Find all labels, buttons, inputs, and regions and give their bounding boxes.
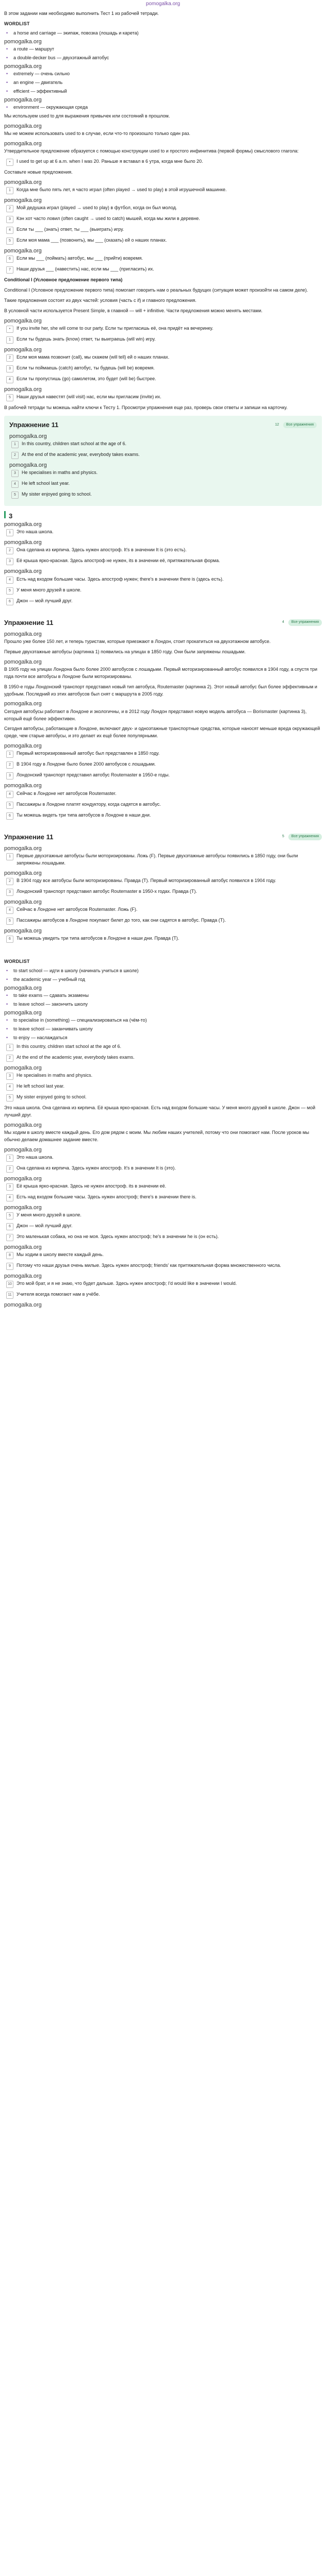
watermark: pomogalka.org xyxy=(4,179,42,185)
exercise-item: 3 Её крыша ярко-красная. Здесь апостроф не нужен, its в значении её, притяжательная форма. xyxy=(6,557,322,565)
london-p5: Сегодня автобусы работают в Лондоне и экологичны, и в 2012 году Лондон представил новую модель автобуса — Borismaster (картинка 3), который ещё более эффективен. xyxy=(4,708,307,721)
item-number: 2 xyxy=(6,205,13,212)
sentence-item: 2 At the end of the academic year, everybody takes exams. xyxy=(6,1054,322,1062)
spacer xyxy=(4,608,322,618)
exercise-item: 5 У меня много друзей в школе. xyxy=(6,587,322,595)
word-item: • to enjoy — наслаждаться xyxy=(6,1035,322,1042)
story-item: 8 Мы ходим в школу вместе каждый день. xyxy=(6,1251,322,1259)
exercise-item: 1 Первый моторизированный автобус был представлен в 1850 году. xyxy=(6,750,322,758)
watermark: pomogalka.org xyxy=(4,1175,42,1182)
site-header[interactable]: pomogalka.org xyxy=(145,1,181,7)
conditional-p1: Conditional I (Условное предложение первого типа) помогает говорить нам о реальных будущих (ситуация может произойти на самом деле). xyxy=(4,287,308,293)
watermark: pomogalka.org xyxy=(4,1244,42,1250)
conditional-p3: В условной части используется Present Simple, в главной — will + infinitive. Части предложения можно менять местами. xyxy=(4,308,263,313)
exercise-title: Упражнение 11 xyxy=(4,618,54,626)
exercise-item: 2 В 1904 году в Лондоне было более 2000 автобусов с лошадьми. xyxy=(6,761,322,769)
spacer xyxy=(4,823,322,832)
all-exercises-link[interactable]: Все упражнения xyxy=(288,619,322,626)
exercise-item: 2 At the end of the academic year, everybody takes exams. xyxy=(11,451,317,459)
exercise-meta xyxy=(282,834,322,840)
wordlist-heading: WORDLIST xyxy=(4,21,30,26)
word-item: • a route — маршрут xyxy=(6,46,322,53)
item-number: 5 xyxy=(11,492,19,499)
item-number: • xyxy=(6,159,13,166)
item-number: 2 xyxy=(6,878,13,885)
conditional-title: Conditional I (Условное предложение первого типа) xyxy=(4,277,123,282)
answer-item: 1 Первые двухэтажные автобусы были моторизированы. Ложь (F). Первые двухэтажные автобусы появились в 1850 году, они были запряжены лошадьми. xyxy=(6,853,322,867)
word-item: • a double-decker bus — двухэтажный автобус xyxy=(6,55,322,62)
word-item: • environment — окружающая среда xyxy=(6,104,322,111)
watermark: pomogalka.org xyxy=(4,38,42,45)
exercise-box xyxy=(4,416,322,506)
item-number: 2 xyxy=(11,452,19,459)
bullet-icon: • xyxy=(6,1026,8,1031)
bullet-icon: • xyxy=(6,992,8,998)
item-number: 4 xyxy=(6,1083,13,1091)
watermark: pomogalka.org xyxy=(4,140,42,147)
answer-item: 2 В 1904 году все автобусы были моторизированы. Правда (T). Первый моторизированный автобус появился в 1904 году. xyxy=(6,877,322,885)
item-number: 2 xyxy=(6,1055,13,1062)
item-number: 1 xyxy=(11,441,19,448)
word-item: • a horse and carriage — экипаж, повозка (лошадь и карета) xyxy=(6,30,322,37)
watermark: pomogalka.org xyxy=(4,743,42,750)
london-p3: В 1905 году на улицах Лондона было более 2000 автобусов с лошадьми. Первый моторизированный автобус появился в 1904 году, а спустя три года почти все автобусы в Лондоне были моторизированы. xyxy=(4,666,318,679)
exercise-item: 3 Кэн хот часто ловил (often caught → used to catch) мышей, когда мы жили в деревне. xyxy=(6,215,322,223)
bullet-icon: • xyxy=(6,88,8,94)
word-item: • the academic year — учебный год xyxy=(6,976,322,984)
exercise-header xyxy=(9,420,317,430)
item-number: 2 xyxy=(6,354,13,362)
exercise-count: 4 xyxy=(282,620,284,624)
item-number: 1 xyxy=(6,529,13,536)
watermark: pomogalka.org xyxy=(4,539,42,546)
item-number: 4 xyxy=(11,481,19,488)
watermark: pomogalka.org xyxy=(4,568,42,575)
exercise-item: 4 Сейчас в Лондоне нет автобусов Routemaster. xyxy=(6,790,322,798)
item-number: 6 xyxy=(6,812,13,820)
word-item: • efficient — эффективный xyxy=(6,88,322,95)
bullet-icon: • xyxy=(6,968,8,973)
exercise-item: 1 Когда мне было пять лет, я часто играл (often played → used to play) в этой игрушечной машинке. xyxy=(6,187,322,194)
answer-item: 4 Сейчас в Лондоне нет автобусов Routemaster. Ложь (F). xyxy=(6,906,322,914)
task-text: Составьте новые предложения. xyxy=(4,169,73,175)
watermark: pomogalka.org xyxy=(4,346,42,353)
item-number: 1 xyxy=(6,1044,13,1051)
exercise-item: 2 Она сделана из кирпича. Здесь нужен апостроф. It's в значении It is (это есть). xyxy=(6,547,322,554)
conditional-p2: Такие предложения состоят из двух частей: условия (часть с if) и главного предложения. xyxy=(4,297,197,303)
item-number: 2 xyxy=(6,1165,13,1173)
exercise-count: 5 xyxy=(282,835,284,839)
story-item: 6 Джон — мой лучший друг. xyxy=(6,1223,322,1230)
watermark: pomogalka.org xyxy=(4,927,42,934)
item-number: 6 xyxy=(6,256,13,263)
used-to-p1: Мы используем used to для выражения привычек или состояний в прошлом. xyxy=(4,113,170,118)
exercise-item: 2 Мой дедушка играл (played → used to play) в футбол, когда он был молод. xyxy=(6,205,322,212)
item-number: 6 xyxy=(6,936,13,943)
watermark: pomogalka.org xyxy=(4,1301,42,1308)
item-number: 5 xyxy=(6,802,13,809)
watermark: pomogalka.org xyxy=(4,1009,42,1016)
exercise-header xyxy=(4,832,322,842)
bullet-icon: • xyxy=(6,1001,8,1007)
watermark: pomogalka.org xyxy=(9,433,47,440)
item-number: 7 xyxy=(6,266,13,274)
bullet-icon: • xyxy=(6,46,8,52)
watermark: pomogalka.org xyxy=(4,1064,42,1071)
watermark: pomogalka.org xyxy=(4,783,42,789)
item-number: 4 xyxy=(6,577,13,584)
exercise-item: 1 Это наша школа. xyxy=(6,529,322,536)
item-number: 9 xyxy=(6,1263,13,1270)
exercise-title: Упражнение 11 xyxy=(9,420,59,429)
item-number: 3 xyxy=(6,772,13,779)
answer-item: 3 Лондонский транспорт представил автобус Routemaster в 1950-х годах. Правда (T). xyxy=(6,888,322,896)
story-p1: Это наша школа. Она сделана из кирпича. Её крыша ярко-красная. Есть над входом большие часы. У меня много друзей в школе. Джон — мой лучший друг. xyxy=(4,1105,316,1117)
exercise-item: 6 Если мы ___ (поймать) автобус, мы ___ (прийти) вовремя. xyxy=(6,255,322,263)
exercise-title: Упражнение 11 xyxy=(4,833,54,841)
item-number: 5 xyxy=(6,394,13,401)
item-number: 6 xyxy=(6,1223,13,1230)
item-number: 4 xyxy=(6,1194,13,1201)
exercise-item: 5 Если моя мама ___ (позвонить), мы ___ (сказать) ей о наших планах. xyxy=(6,237,322,245)
watermark: pomogalka.org xyxy=(4,985,42,991)
item-number: 5 xyxy=(6,587,13,595)
exercise-item: 3 He specialises in maths and physics. xyxy=(11,469,317,477)
word-item: • extremely — очень сильно xyxy=(6,71,322,78)
london-p2: Первые двухэтажные автобусы (картинка 1) появились на улицах в 1850 году. Они были запряжены лошадьми. xyxy=(4,649,246,654)
exercise-item: 6 Джон — мой лучший друг. xyxy=(6,598,322,605)
london-p6: Сегодня автобусы, работающие в Лондоне, включают двух- и одноэтажные транспортные средства, которые наносят меньше вреда окружающей среде, чем старые автобусы, и это делает их ещё более популярными. xyxy=(4,726,320,739)
exercise-item: 4 He left school last year. xyxy=(11,480,317,488)
exercise-item: 4 Если ты ___ (знать) ответ, ты ___ (выиграть) игру. xyxy=(6,226,322,234)
word-item: • to leave school — закончить школу xyxy=(6,1001,322,1008)
watermark: pomogalka.org xyxy=(4,658,42,665)
story-item: 1 Это наша школа. xyxy=(6,1154,322,1162)
conditional-item: 2 Если моя мама позвонит (call), мы скажем (will tell) ей о наших планах. xyxy=(6,354,322,362)
item-number: 3 xyxy=(6,1073,13,1080)
word-item: • to specialise in (something) — специализироваться на (чём-то) xyxy=(6,1017,322,1024)
item-number: 5 xyxy=(6,918,13,925)
watermark: pomogalka.org xyxy=(4,386,42,393)
answer-item: 5 Пассажиры автобусов в Лондоне покупают билет до того, как они садятся в автобус. Правда (T). xyxy=(6,917,322,925)
item-number: 8 xyxy=(6,1252,13,1259)
exercise-item: 1 In this country, children start school at the age of 6. xyxy=(11,440,317,448)
watermark: pomogalka.org xyxy=(4,701,42,707)
exercise-item: 7 Наши друзья ___ (навестить) нас, если мы ___ (пригласить) их. xyxy=(6,266,322,274)
sentence-item: 1 In this country, children start school at the age of 6. xyxy=(6,1043,322,1051)
conditional-item: 1 Если ты будешь знать (know) ответ, ты выиграешь (will win) игру. xyxy=(6,336,322,344)
watermark: pomogalka.org xyxy=(4,845,42,852)
watermark: pomogalka.org xyxy=(4,1146,42,1153)
item-number: 4 xyxy=(6,227,13,234)
item-number: 3 xyxy=(6,216,13,223)
item-number: 1 xyxy=(6,853,13,860)
watermark: pomogalka.org xyxy=(4,870,42,876)
item-number: 3 xyxy=(6,1183,13,1191)
bullet-icon: • xyxy=(6,55,8,60)
story-item: 2 Она сделана из кирпича. Здесь нужен апостроф. It's в значении It is (это). xyxy=(6,1165,322,1173)
exercise-meta xyxy=(275,422,317,429)
watermark: pomogalka.org xyxy=(4,317,42,324)
watermark: pomogalka.org xyxy=(4,631,42,637)
item-number: 4 xyxy=(6,907,13,914)
item-number: 1 xyxy=(6,751,13,758)
item-number: 1 xyxy=(6,336,13,344)
item-number: 3 xyxy=(6,889,13,896)
exercise-item: 4 Есть над входом большие часы. Здесь апостроф нужен; there's в значении there is (здесь есть). xyxy=(6,576,322,584)
main-content xyxy=(0,8,326,1308)
item-number: 5 xyxy=(6,238,13,245)
bullet-icon: • xyxy=(6,1035,8,1040)
item-number: 3 xyxy=(6,558,13,565)
example-item: • I used to get up at 6 a.m. when I was 20. Раньше я вставал в 6 утра, когда мне было 20. xyxy=(6,158,322,166)
story-item: 11 Учителя всегда помогают нам в учёбе. xyxy=(6,1291,322,1299)
story-item: 3 Её крыша ярко-красная. Здесь не нужен апостроф. its в значении её. xyxy=(6,1183,322,1191)
story-p2: Мы ходим в школу вместе каждый день. Его дом рядом с моим. Мы любим наших учителей, потому что они помогают нам. После уроков мы обычно делаем домашнее задание вместе. xyxy=(4,1129,309,1142)
london-p1: Прошло уже более 150 лет, и теперь туристам, которые приезжают в Лондон, стоит прокатиться на двухэтажном автобусе. xyxy=(4,638,271,644)
watermark: pomogalka.org xyxy=(9,462,47,469)
bullet-icon: • xyxy=(6,79,8,85)
watermark: pomogalka.org xyxy=(4,247,42,254)
exercise-item: 3 Лондонский транспорт представил автобус Routemaster в 1950-е годы. xyxy=(6,772,322,779)
exercise-item: 5 Пассажиры в Лондоне платят кондуктору, когда садятся в автобус. xyxy=(6,801,322,809)
item-number: • xyxy=(6,326,13,333)
conditional-item: • If you invite her, she will come to our party. Если ты пригласишь её, она придёт на вечеринку. xyxy=(6,325,322,333)
spacer xyxy=(4,946,322,955)
watermark: pomogalka.org xyxy=(4,1122,42,1128)
london-p4: В 1950-е годы Лондонский транспорт представил новый тип автобуса, Routemaster (картинка 2). Этот новый автобус был более эффективным и удобным. Последний из этих автобусов был снят с маршрута в 2005 году. xyxy=(4,684,317,697)
exercise-count: 12 xyxy=(275,422,279,427)
word-item: • to start school — идти в школу (начинать учиться в школе) xyxy=(6,968,322,975)
item-number: 3 xyxy=(11,470,19,477)
item-number: 1 xyxy=(6,1155,13,1162)
conditional-item: 3 Если ты поймаешь (catch) автобус, ты будешь (will be) вовремя. xyxy=(6,365,322,372)
bullet-icon: • xyxy=(6,1017,8,1023)
all-exercises-link[interactable]: Все упражнения xyxy=(283,422,317,429)
word-item: • to leave school — заканчивать школу xyxy=(6,1026,322,1033)
workbook-note: В рабочей тетради ты можешь найти ключи к Тесту 1. Просмотри упражнения еще раз, проверь свои ответы и запиши на карточку. xyxy=(4,404,288,410)
watermark: pomogalka.org xyxy=(4,96,42,103)
story-item: 4 Есть над входом большие часы. Здесь нужен апостроф; there's в значении there is. xyxy=(6,1194,322,1201)
word-item: • to take exams — сдавать экзамены xyxy=(6,992,322,999)
watermark: pomogalka.org xyxy=(4,521,42,528)
conditional-item: 5 Наши друзья навестят (will visit) нас, если мы пригласим (invite) их. xyxy=(6,394,322,401)
exercise-item: 5 My sister enjoyed going to school. xyxy=(11,491,317,499)
watermark: pomogalka.org xyxy=(4,899,42,905)
watermark: pomogalka.org xyxy=(4,197,42,204)
item-number: 2 xyxy=(6,761,13,769)
bullet-icon: • xyxy=(6,104,8,110)
exercise-meta xyxy=(282,619,322,626)
answer-item: 6 Ты можешь увидеть три типа автобусов в Лондоне в наши дни. Правда (T). xyxy=(6,935,322,943)
item-number: 3 xyxy=(6,365,13,372)
story-item: 5 У меня много друзей в школе. xyxy=(6,1212,322,1219)
intro-text: В этом задании нам необходимо выполнить Тест 1 из рабочей тетради. xyxy=(4,11,159,16)
item-number: 4 xyxy=(6,376,13,383)
story-item: 7 Это маленькая собака, но она не моя. Здесь нужен апостроф; he's в значении he is (он есть). xyxy=(6,1233,322,1241)
watermark: pomogalka.org xyxy=(4,1204,42,1211)
sentence-item: 4 He left school last year. xyxy=(6,1083,322,1091)
exercise-header xyxy=(4,618,322,628)
item-number: 1 xyxy=(6,187,13,194)
wordlist-heading: WORDLIST xyxy=(4,958,30,964)
item-number: 5 xyxy=(6,1212,13,1219)
exercise-item: 6 Ты можешь видеть три типа автобусов в Лондоне в наши дни. xyxy=(6,812,322,820)
story-item: 9 Потому что наши друзья очень милые. Здесь нужен апостроф; friends' как притяжательная форма множественного числа. xyxy=(6,1262,322,1270)
exercise-marker: 3 xyxy=(4,511,322,518)
item-number: 5 xyxy=(6,1094,13,1101)
used-to-p2: Мы не можем использовать used to в случае, если что-то произошло только один раз. xyxy=(4,130,190,136)
item-number: 4 xyxy=(6,791,13,798)
bullet-icon: • xyxy=(6,976,8,982)
sentence-item: 5 My sister enjoyed going to school. xyxy=(6,1094,322,1101)
story-item: 10 Это мой брат, и я не знаю, что будет дальше. Здесь нужен апостроф; I'd would like в значении I would. xyxy=(6,1280,322,1288)
conditional-item: 4 Если ты пропустишь (go) самолетом, это будет (will be) быстрее. xyxy=(6,376,322,383)
used-to-p3: Утвердительное предложение образуется с помощью конструкции used to и простого инфинитива (первой формы) смыслового глагола: xyxy=(4,148,299,154)
item-number: 10 xyxy=(6,1281,13,1288)
bullet-icon: • xyxy=(6,30,8,36)
item-number: 6 xyxy=(6,598,13,605)
word-item: • an engine — двигатель xyxy=(6,79,322,87)
item-number: 7 xyxy=(6,1234,13,1241)
item-number: 2 xyxy=(6,547,13,554)
all-exercises-link[interactable]: Все упражнения xyxy=(288,834,322,840)
item-number: 11 xyxy=(6,1292,13,1299)
watermark: pomogalka.org xyxy=(4,63,42,70)
watermark: pomogalka.org xyxy=(4,1273,42,1279)
bullet-icon: • xyxy=(6,71,8,76)
sentence-item: 3 He specialises in maths and physics. xyxy=(6,1072,322,1080)
watermark: pomogalka.org xyxy=(4,123,42,129)
